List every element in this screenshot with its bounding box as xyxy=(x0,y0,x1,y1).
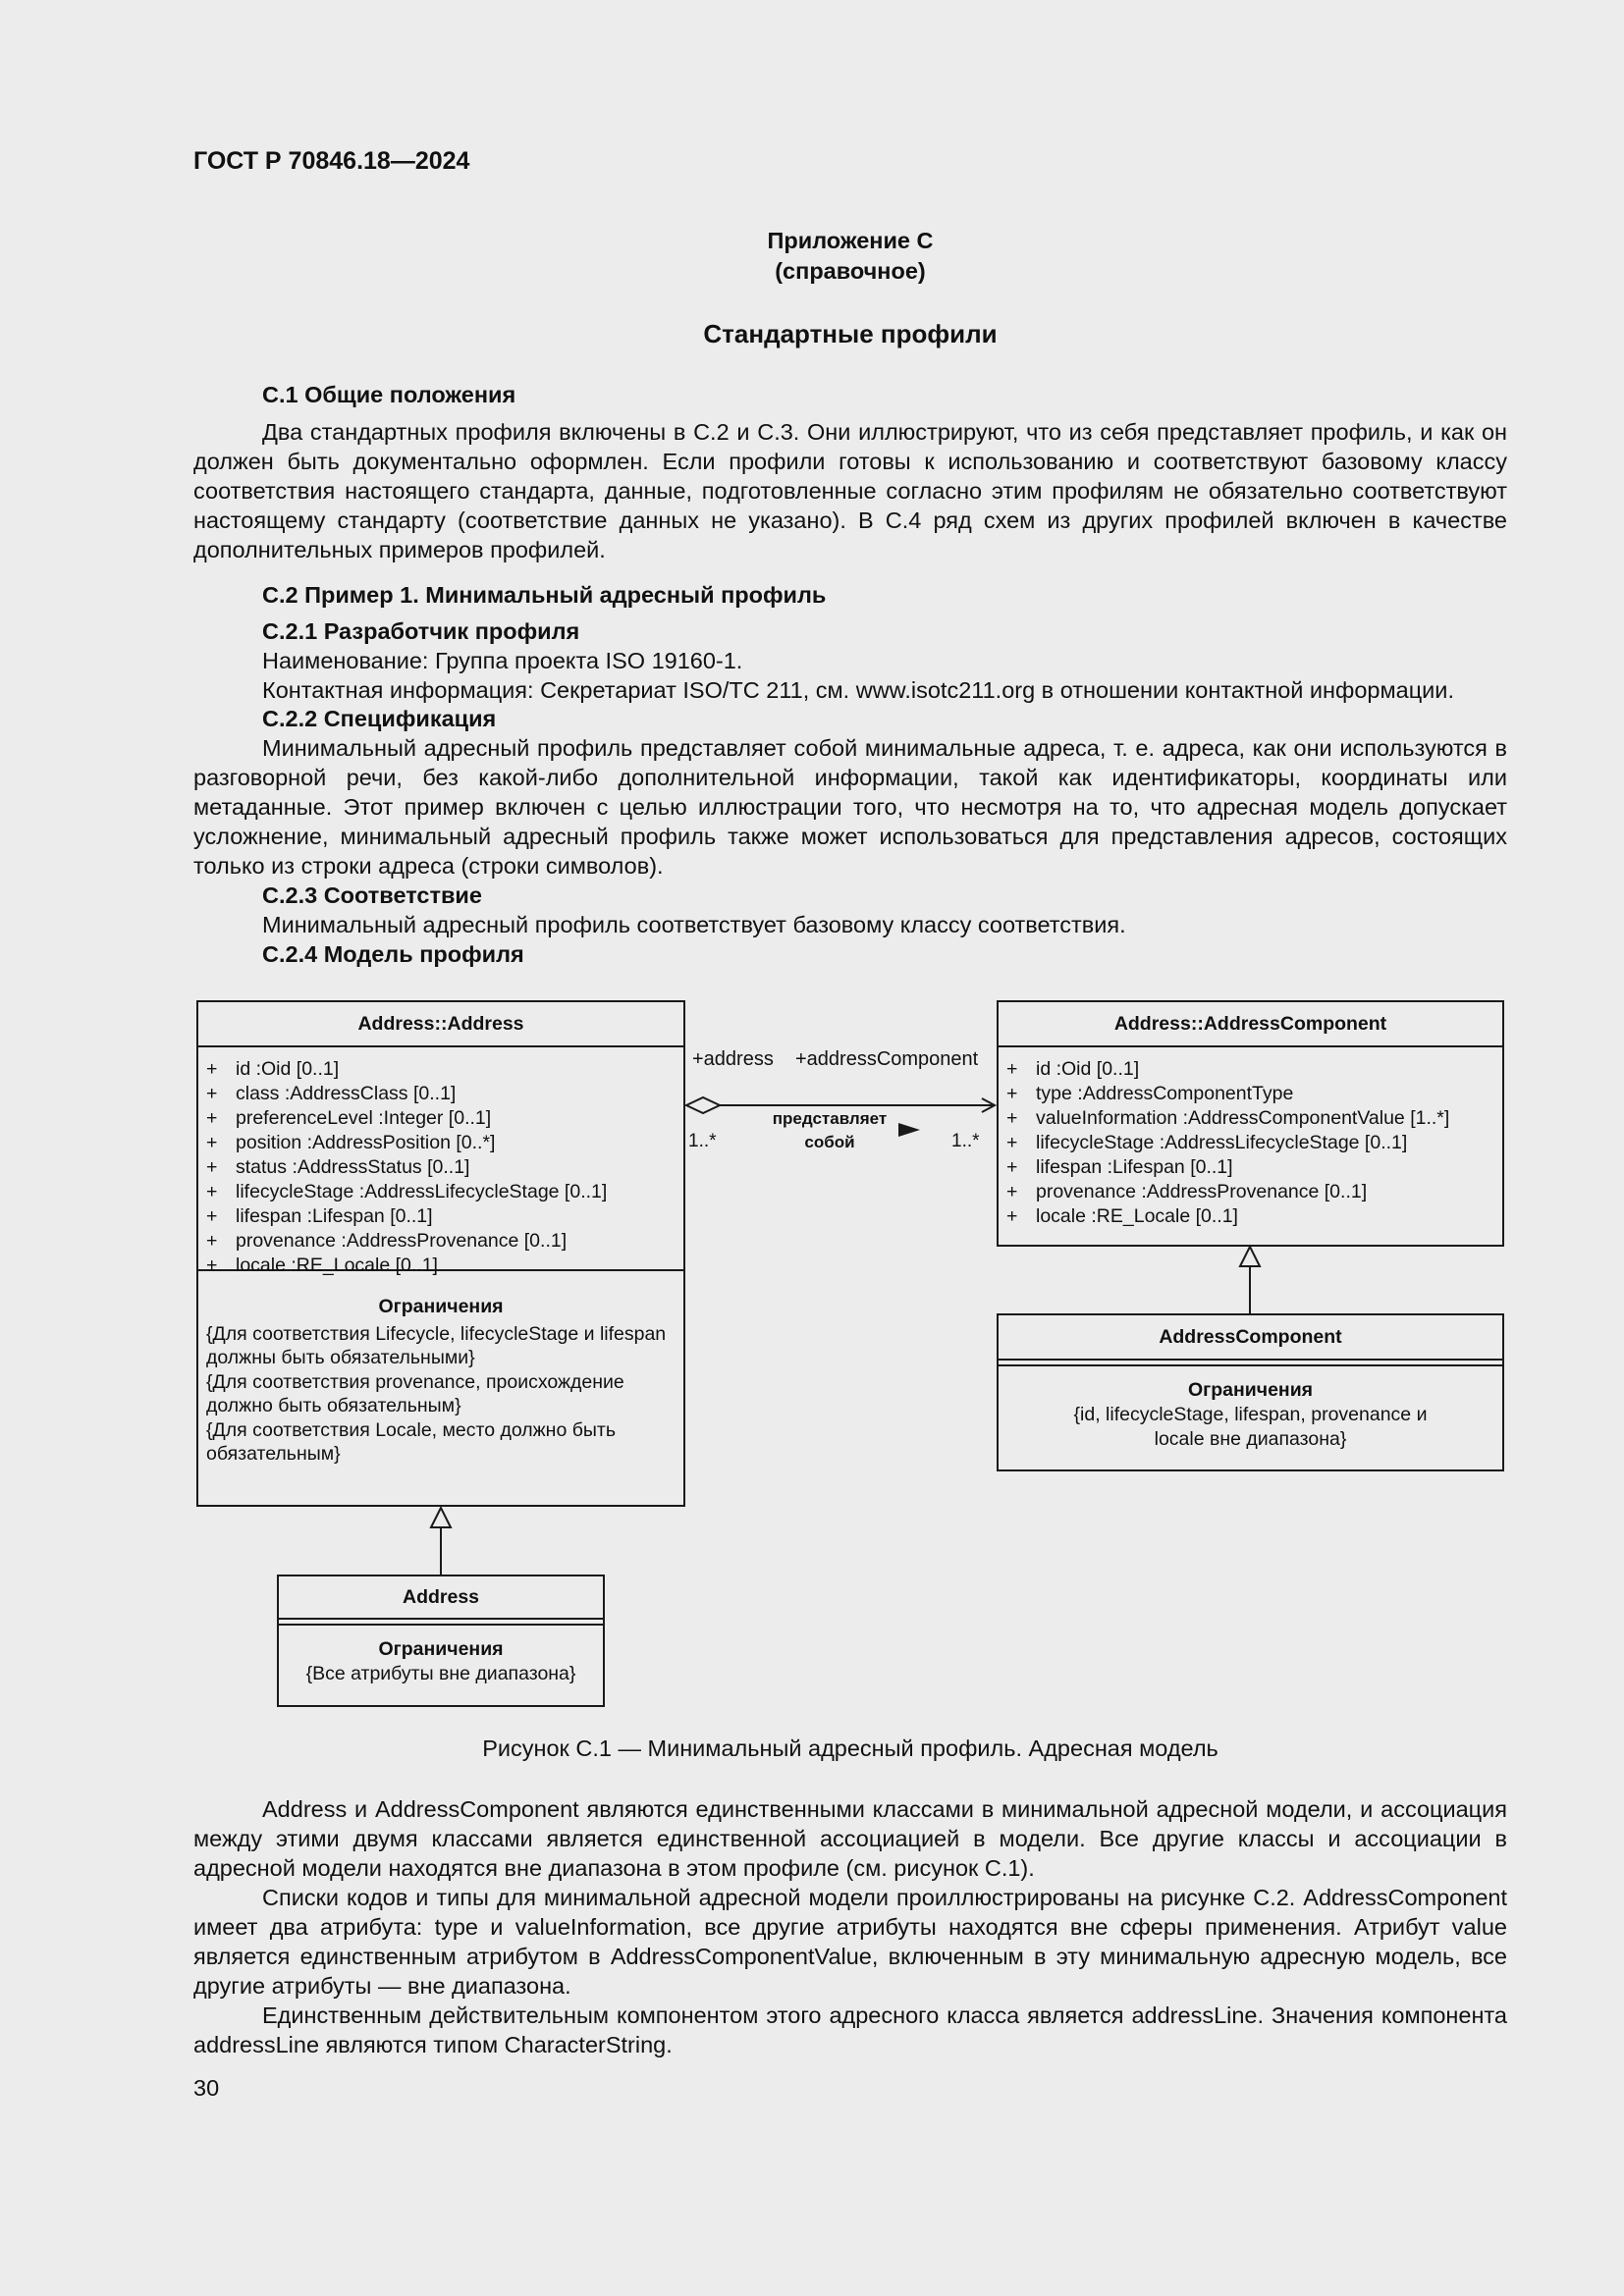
aggregation-diamond xyxy=(686,1097,720,1113)
section-c22-text: Минимальный адресный профиль представляет собой минимальные адреса, т. е. адреса, как они используются в разговорной речи, без какой-либо дополнительной информации, такой как идентификаторы, координаты или метаданные. Этот пример включен с целью иллюстрации того, что несмотря на то, что адресная модель допускает усложнение, минимальный адресный профиль также может использоваться для представления адресов, состоящих только из строки адреса (строки символов). xyxy=(193,735,1507,879)
address-component-class-title: Address::AddressComponent xyxy=(999,1002,1502,1047)
attribute-row: + type :AddressComponentType xyxy=(1006,1083,1294,1104)
constraints-heading: Ограничения xyxy=(378,1638,504,1660)
attribute-row: + valueInformation :AddressComponentValue [1..*] xyxy=(1006,1107,1450,1129)
constraint-text: {Для соответствия Lifecycle, lifecycleStage и lifespan должны быть обязательными} xyxy=(206,1322,667,1368)
constraint-text: {Все атрибуты вне диапазона} xyxy=(305,1663,576,1684)
attribute-row: + provenance :AddressProvenance [0..1] xyxy=(206,1230,568,1252)
attribute-row: + provenance :AddressProvenance [0..1] xyxy=(1006,1181,1368,1202)
figure-caption: Рисунок С.1 — Минимальный адресный профиль. Адресная модель xyxy=(482,1735,1218,1761)
attribute-row: + lifecycleStage :AddressLifecycleStage [0..1] xyxy=(1006,1132,1408,1153)
section-heading-c21: С.2.1 Разработчик профиля xyxy=(262,618,580,644)
developer-contact: Контактная информация: Секретариат ISO/TC 211, см. www.isotc211.org в отношении контактной информации. xyxy=(262,677,1454,703)
address-component-profile-title: AddressComponent xyxy=(1159,1326,1342,1348)
attribute-row: + id :Oid [0..1] xyxy=(1006,1058,1140,1080)
developer-name: Наименование: Группа проекта ISO 19160-1. xyxy=(262,648,743,673)
page-number: 30 xyxy=(193,2075,220,2101)
constraint-text: locale вне диапазона} xyxy=(1154,1428,1347,1450)
section-heading-c1: С.1 Общие положения xyxy=(262,382,516,407)
section-heading-c22: С.2.2 Спецификация xyxy=(262,706,497,731)
annex-name: Стандартные профили xyxy=(703,319,998,348)
generalization-triangle xyxy=(431,1508,451,1527)
constraint-text: {Для соответствия provenance, происхождение должно быть обязательным} xyxy=(206,1370,624,1416)
role-address-component: +addressComponent xyxy=(795,1048,979,1070)
section-heading-c23: С.2.3 Соответствие xyxy=(262,882,482,908)
attribute-row: + lifecycleStage :AddressLifecycleStage [0..1] xyxy=(206,1181,608,1202)
paragraph: Списки кодов и типы для минимальной адресной модели проиллюстрированы на рисунке С.2. AddressComponent имеет два атрибута: type и valueInformation, все другие атрибуты находятся вне сферы применения. Атрибут value является единственным атрибутом в AddressComponentValue, включенным в эту минимальную адресную модель, все другие атрибуты — вне диапазона. xyxy=(193,1885,1507,1999)
attribute-row: + locale :RE_Locale [0..1] xyxy=(1006,1205,1238,1227)
constraint-text: {id, lifecycleStage, lifespan, provenance и xyxy=(1073,1404,1428,1425)
section-c1-text: Два стандартных профиля включены в С.2 и С.3. Они иллюстрируют, что из себя представляет профиль, и как он должен быть документально оформлен. Если профили готовы к использованию и соответствуют базовому классу соответствия настоящего стандарта, данные, подготовленные согласно этим профилям не обязательно соответствуют настоящему стандарту (соответствие данных не указано). В С.4 ряд схем из других профилей включен в качестве дополнительных примеров профилей. xyxy=(193,419,1507,562)
constraint-text: {Для соответствия Locale, место должно быть обязательным} xyxy=(206,1418,616,1465)
constraints-heading: Ограничения xyxy=(1187,1379,1314,1401)
section-heading-c2: С.2 Пример 1. Минимальный адресный профиль xyxy=(262,582,827,608)
section-c23-text: Минимальный адресный профиль соответствует базовому классу соответствия. xyxy=(262,912,1126,937)
attribute-row: + id :Oid [0..1] xyxy=(206,1058,340,1080)
association-name: представляет собой xyxy=(772,1109,888,1151)
address-class-title: Address::Address xyxy=(198,1002,683,1047)
attribute-row: + status :AddressStatus [0..1] xyxy=(206,1156,470,1178)
attribute-row: + preferenceLevel :Integer [0..1] xyxy=(206,1107,492,1129)
section-heading-c24: С.2.4 Модель профиля xyxy=(262,941,524,967)
role-address: +address xyxy=(692,1048,774,1070)
document-header: ГОСТ Р 70846.18—2024 xyxy=(193,147,470,175)
attribute-row: + lifespan :Lifespan [0..1] xyxy=(1006,1156,1233,1178)
annex-kind: (справочное) xyxy=(775,258,926,284)
attribute-row: + locale :RE_Locale [0..1] xyxy=(206,1255,438,1276)
multiplicity-right: 1..* xyxy=(951,1131,980,1151)
paragraph: Address и AddressComponent являются единственными классами в минимальной адресной модели, и ассоциация между этими двумя классами является единственной ассоциацией в модели. Все другие классы и ассоциации в адресной модели находятся вне диапазона в этом профиле (см. рисунок С.1). xyxy=(193,1796,1507,1881)
annex-title: Приложение С xyxy=(767,228,934,253)
multiplicity-left: 1..* xyxy=(688,1131,717,1151)
attribute-row: + lifespan :Lifespan [0..1] xyxy=(206,1205,433,1227)
attribute-row: + class :AddressClass [0..1] xyxy=(206,1083,457,1104)
generalization-triangle xyxy=(1240,1247,1260,1266)
attribute-row: + position :AddressPosition [0..*] xyxy=(206,1132,496,1153)
paragraph: Единственным действительным компонентом этого адресного класса является addressLine. Значения компонента addressLine являются типом CharacterString. xyxy=(193,2002,1507,2057)
address-profile-title: Address xyxy=(402,1586,480,1608)
constraints-heading: Ограничения xyxy=(378,1296,504,1317)
